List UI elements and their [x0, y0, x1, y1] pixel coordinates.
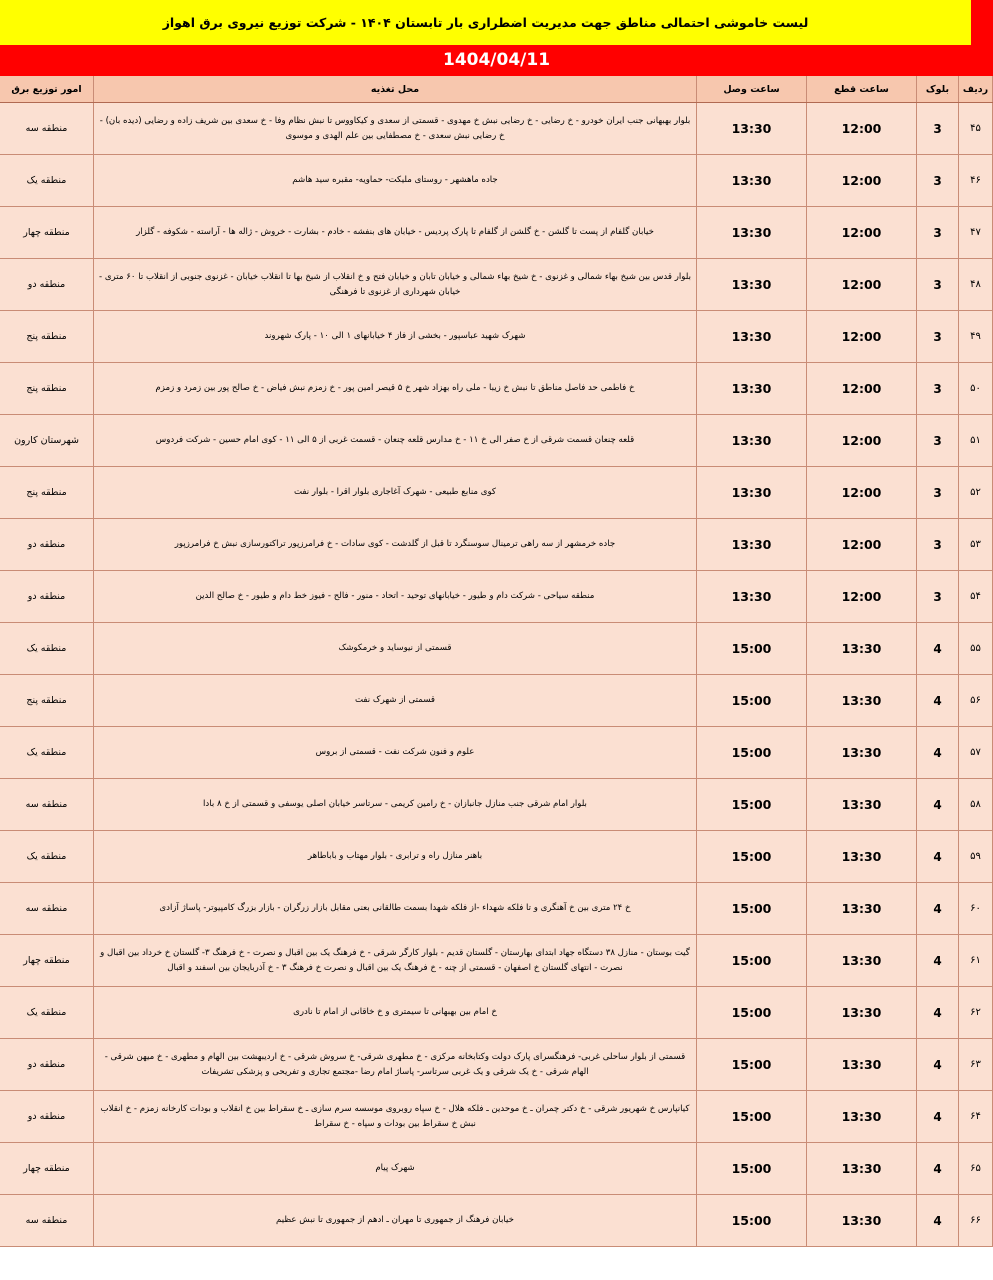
cell-address: منطقه سیاحی - شرکت دام و طیور - خیابانهای توحید - اتحاد - منور - فالح - فیوز خط دام و طیور - خ صالح الدین: [94, 571, 697, 623]
cell-area: منطقه دو: [0, 571, 94, 623]
cell-block: 3: [917, 103, 959, 155]
cell-connect-time: 15:00: [697, 675, 807, 727]
cell-area: منطقه دو: [0, 259, 94, 311]
table-row: [0, 155, 993, 207]
date-banner: [0, 45, 993, 74]
cell-address: علوم و فنون شرکت نفت - قسمتی از بروس: [94, 727, 697, 779]
cell-area: منطقه پنج: [0, 311, 94, 363]
cell-address: خیابان گلفام از پست تا گلشن - خ گلشن از گلفام تا پارک پردیس - خیابان های بنفشه - خادم - بشارت - خروش - ژاله ها - آراسته - شکوفه - گلزار: [94, 207, 697, 259]
cell-cut-time: 12:00: [807, 311, 917, 363]
cell-block: 3: [917, 311, 959, 363]
cell-block: 3: [917, 363, 959, 415]
cell-address: خ امام بین بهبهانی تا سیمتری و خ خاقانی از امام تا نادری: [94, 987, 697, 1039]
table-row: [0, 415, 993, 467]
cell-radif: ۵۳: [959, 519, 993, 571]
cell-area: منطقه پنج: [0, 675, 94, 727]
cell-block: 3: [917, 207, 959, 259]
cell-radif: ۶۶: [959, 1195, 993, 1247]
cell-cut-time: 13:30: [807, 831, 917, 883]
cell-area: منطقه یک: [0, 727, 94, 779]
cell-address: بلوار بهبهانی جنب ایران خودرو - خ رضایی - خ رضایی نبش خ مهدوی - قسمتی از سعدی و کیکاووس تا نبش نظام وفا - خ سعدی بین شریف زاده و رضایی (دیده بان) - خ رضایی نبش سعدی - خ مصطفایی بین علم الهدی و موسوی: [94, 103, 697, 155]
cell-radif: ۴۷: [959, 207, 993, 259]
column-header-radif: ردیف: [959, 75, 993, 103]
cell-block: 3: [917, 519, 959, 571]
cell-address: جاده خرمشهر از سه راهی ترمینال سوسنگرد تا قبل از گلدشت - کوی سادات - خ فرامرزپور تراکتورسازی نبش خ فرامرزپور: [94, 519, 697, 571]
cell-address: خیابان فرهنگ از جمهوری تا مهران ـ ادهم از جمهوری تا نبش عظیم: [94, 1195, 697, 1247]
cell-radif: ۶۰: [959, 883, 993, 935]
cell-radif: ۵۰: [959, 363, 993, 415]
cell-address: بلوار امام شرقی جنب منازل جانبازان - خ رامین کریمی - سرتاسر خیابان اصلی یوسفی و قسمتی از خ ۸ بادا: [94, 779, 697, 831]
cell-cut-time: 13:30: [807, 1039, 917, 1091]
header-row: [0, 75, 993, 103]
cell-connect-time: 15:00: [697, 1143, 807, 1195]
cell-area: منطقه پنج: [0, 467, 94, 519]
table-row: [0, 467, 993, 519]
cell-address: جاده ماهشهر - روستای ملیکت- حماویه- مقبره سید هاشم: [94, 155, 697, 207]
cell-radif: ۵۶: [959, 675, 993, 727]
cell-connect-time: 15:00: [697, 1039, 807, 1091]
cell-connect-time: 13:30: [697, 311, 807, 363]
table-row: [0, 883, 993, 935]
cell-address: خ ۲۴ متری بین خ آهنگری و تا فلکه شهداء -از فلکه شهدا بسمت طالقانی بعنی مقابل بازار زرگران - بازار بزرگ کامپیوتر- پاساژ آزادی: [94, 883, 697, 935]
schedule-date: 1404/04/11: [442, 49, 551, 70]
cell-address: گیت بوستان - منازل ۳۸ دستگاه جهاد ابتدای بهارستان - گلستان قدیم - بلوار کارگر شرقی - خ فرهنگ یک بین اقبال و نصرت - خ فرهنگ ۳- گلستان خ خرداد بین اقبال و نصرت - انتهای گلستان خ اصفهان - قسمتی از چنه - خ فرهنگ یک بین اقبال و نصرت خ فرهنگ ۳ - خ آذربایجان بین اسفند و اقبال: [94, 935, 697, 987]
table-row: [0, 1091, 993, 1143]
cell-address: قلعه چنعان قسمت شرقی از خ صفر الی خ ۱۱ - خ مدارس قلعه چنعان - قسمت غربی از ۵ الی ۱۱ - کوی امام حسین - شرکت فردوس: [94, 415, 697, 467]
cell-radif: ۶۱: [959, 935, 993, 987]
cell-cut-time: 13:30: [807, 727, 917, 779]
cell-radif: ۵۷: [959, 727, 993, 779]
cell-block: 4: [917, 779, 959, 831]
page-title: لیست خاموشی احتمالی مناطق جهت مدیریت اضطراری بار تابستان ۱۴۰۴ - شرکت توزیع نیروی برق اهواز: [162, 15, 809, 30]
cell-address: قسمتی از نیوساید و خرمکوشک: [94, 623, 697, 675]
cell-connect-time: 15:00: [697, 883, 807, 935]
cell-cut-time: 12:00: [807, 571, 917, 623]
cell-area: منطقه چهار: [0, 935, 94, 987]
column-header-block: بلوک: [917, 75, 959, 103]
table-body: [0, 103, 993, 1247]
cell-area: منطقه یک: [0, 623, 94, 675]
cell-connect-time: 15:00: [697, 1091, 807, 1143]
cell-area: منطقه یک: [0, 987, 94, 1039]
cell-cut-time: 12:00: [807, 155, 917, 207]
cell-connect-time: 13:30: [697, 467, 807, 519]
column-header-area: امور توزیع برق: [0, 75, 94, 103]
cell-cut-time: 13:30: [807, 1143, 917, 1195]
cell-address: کیانپارس خ شهریور شرقی - خ دکتر چمران ـ خ موحدین ـ فلکه هلال - خ سپاه روبروی موسسه سرم سازی ـ خ سقراط بین خ انقلاب و بودات کارخانه زمزم - خ انقلاب نبش خ سقراط بین بودات و سپاه - خ سقراط: [94, 1091, 697, 1143]
table-row: [0, 623, 993, 675]
cell-connect-time: 13:30: [697, 571, 807, 623]
cell-cut-time: 13:30: [807, 883, 917, 935]
cell-connect-time: 13:30: [697, 207, 807, 259]
column-header-cut-time: ساعت قطع: [807, 75, 917, 103]
cell-block: 4: [917, 675, 959, 727]
table-row: [0, 103, 993, 155]
table-row: [0, 935, 993, 987]
table-row: [0, 207, 993, 259]
table-row: [0, 311, 993, 363]
table-row: [0, 1195, 993, 1247]
cell-address: بلوار قدس بین شیخ بهاء شمالی و غزنوی - خ شیخ بهاء شمالی و خیابان تابان و خیابان فتح و خ انقلاب از شیخ بها تا انقلاب خیابان - غزنوی جنوبی از انقلاب تا ۶۰ متری - خیابان شهرداری از غزنوی تا فرهنگی: [94, 259, 697, 311]
cell-connect-time: 13:30: [697, 415, 807, 467]
cell-radif: ۴۹: [959, 311, 993, 363]
cell-radif: ۶۴: [959, 1091, 993, 1143]
cell-connect-time: 13:30: [697, 259, 807, 311]
table-row: [0, 727, 993, 779]
cell-address: قسمتی از شهرک نفت: [94, 675, 697, 727]
cell-area: منطقه دو: [0, 519, 94, 571]
table-row: [0, 675, 993, 727]
column-header-address: محل تغذیه: [94, 75, 697, 103]
cell-address: خ فاطمی حد فاصل مناطق تا نبش خ زیبا - ملی راه بهزاد شهر خ ۵ قیصر امین پور - خ زمزم نبش فیاض - خ صالح پور بین زمرد و زمزم: [94, 363, 697, 415]
cell-area: منطقه دو: [0, 1091, 94, 1143]
cell-block: 4: [917, 1039, 959, 1091]
cell-radif: ۴۵: [959, 103, 993, 155]
cell-cut-time: 13:30: [807, 623, 917, 675]
cell-radif: ۴۶: [959, 155, 993, 207]
cell-connect-time: 13:30: [697, 363, 807, 415]
cell-radif: ۵۹: [959, 831, 993, 883]
cell-area: منطقه سه: [0, 1195, 94, 1247]
table-row: [0, 1039, 993, 1091]
table-row: [0, 779, 993, 831]
cell-area: منطقه سه: [0, 103, 94, 155]
cell-cut-time: 12:00: [807, 467, 917, 519]
table-row: [0, 571, 993, 623]
cell-area: منطقه یک: [0, 155, 94, 207]
cell-connect-time: 15:00: [697, 987, 807, 1039]
cell-address: شهرک شهید عباسپور - بخشی از فاز ۴ خیابانهای ۱ الی ۱۰ - پارک شهروند: [94, 311, 697, 363]
cell-connect-time: 15:00: [697, 623, 807, 675]
cell-block: 4: [917, 987, 959, 1039]
cell-area: منطقه پنج: [0, 363, 94, 415]
cell-area: منطقه یک: [0, 831, 94, 883]
cell-block: 4: [917, 623, 959, 675]
cell-area: منطقه چهار: [0, 207, 94, 259]
cell-cut-time: 12:00: [807, 519, 917, 571]
cell-radif: ۵۴: [959, 571, 993, 623]
cell-connect-time: 13:30: [697, 103, 807, 155]
cell-cut-time: 12:00: [807, 363, 917, 415]
cell-cut-time: 12:00: [807, 259, 917, 311]
table-row: [0, 1143, 993, 1195]
cell-block: 4: [917, 1091, 959, 1143]
cell-address: قسمتی از بلوار ساحلی غربی- فرهنگسرای پارک دولت وکتابخانه مرکزی - خ مطهری شرقی- خ سروش شرقی - خ اردیبهشت بین الهام و مطهری - خ میهن شرقی - الهام شرقی - خ یک شرقی و یک غربی سرتاسر- پاساژ امام رضا -مجتمع تجاری و تفریحی و پزشکی تشریفات: [94, 1039, 697, 1091]
cell-cut-time: 12:00: [807, 415, 917, 467]
cell-cut-time: 13:30: [807, 1195, 917, 1247]
cell-cut-time: 12:00: [807, 207, 917, 259]
cell-block: 3: [917, 155, 959, 207]
cell-area: منطقه دو: [0, 1039, 94, 1091]
cell-area: شهرستان کارون: [0, 415, 94, 467]
title-banner: [0, 0, 993, 45]
cell-block: 4: [917, 727, 959, 779]
cell-radif: ۶۳: [959, 1039, 993, 1091]
cell-radif: ۵۸: [959, 779, 993, 831]
cell-address: باهنر منازل راه و ترابری - بلوار مهتاب و باباطاهر: [94, 831, 697, 883]
outage-table: [0, 74, 993, 1247]
cell-connect-time: 15:00: [697, 831, 807, 883]
cell-radif: ۶۲: [959, 987, 993, 1039]
cell-block: 3: [917, 415, 959, 467]
cell-radif: ۵۵: [959, 623, 993, 675]
table-header: [0, 75, 993, 103]
cell-radif: ۶۵: [959, 1143, 993, 1195]
table-row: [0, 519, 993, 571]
cell-connect-time: 13:30: [697, 519, 807, 571]
table-row: [0, 831, 993, 883]
cell-cut-time: 13:30: [807, 1091, 917, 1143]
cell-cut-time: 13:30: [807, 935, 917, 987]
table-row: [0, 259, 993, 311]
cell-connect-time: 15:00: [697, 779, 807, 831]
cell-area: منطقه چهار: [0, 1143, 94, 1195]
cell-block: 4: [917, 831, 959, 883]
cell-radif: ۵۱: [959, 415, 993, 467]
cell-block: 4: [917, 1195, 959, 1247]
cell-radif: ۴۸: [959, 259, 993, 311]
cell-connect-time: 13:30: [697, 155, 807, 207]
cell-block: 4: [917, 1143, 959, 1195]
cell-cut-time: 13:30: [807, 987, 917, 1039]
cell-block: 4: [917, 883, 959, 935]
cell-connect-time: 15:00: [697, 727, 807, 779]
cell-area: منطقه سه: [0, 779, 94, 831]
cell-block: 3: [917, 571, 959, 623]
cell-cut-time: 12:00: [807, 103, 917, 155]
cell-block: 3: [917, 259, 959, 311]
cell-connect-time: 15:00: [697, 935, 807, 987]
cell-cut-time: 13:30: [807, 675, 917, 727]
cell-cut-time: 13:30: [807, 779, 917, 831]
column-header-connect-time: ساعت وصل: [697, 75, 807, 103]
table-row: [0, 363, 993, 415]
cell-block: 4: [917, 935, 959, 987]
table-row: [0, 987, 993, 1039]
cell-connect-time: 15:00: [697, 1195, 807, 1247]
cell-radif: ۵۲: [959, 467, 993, 519]
cell-address: شهرک پیام: [94, 1143, 697, 1195]
cell-area: منطقه سه: [0, 883, 94, 935]
cell-address: کوی منابع طبیعی - شهرک آغاجاری بلوار اقرا - بلوار نفت: [94, 467, 697, 519]
cell-block: 3: [917, 467, 959, 519]
